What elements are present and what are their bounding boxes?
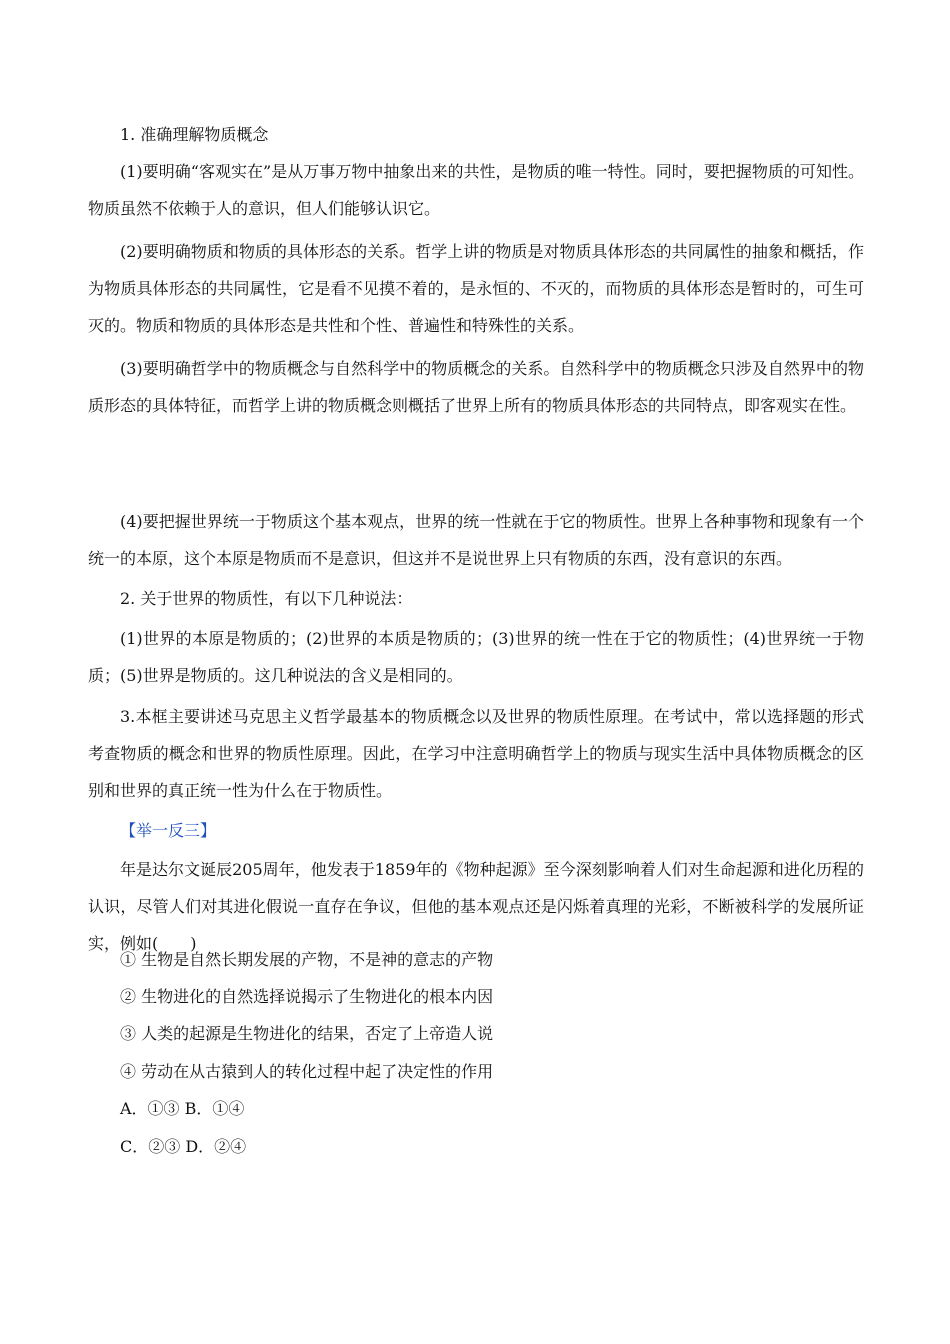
point1-title: 1. 准确理解物质概念 [120,125,269,144]
point1-paragraph-1: (1)要明确“客观实在”是从万事万物中抽象出来的共性，是物质的唯一特性。同时，要把握物质的可知性。物质虽然不依赖于人的意识，但人们能够认识它。 [88,162,864,218]
point1-paragraph-2: (2)要明确物质和物质的具体形态的关系。哲学上讲的物质是对物质具体形态的共同属性的抽象和概括，作为物质具体形态的共同属性，它是看不见摸不着的，是永恒的、不灭的，而物质的具体形态是暂时的，可生可灭的。物质和物质的具体形态是共性和个性、普遍性和特殊性的关系。 [88,242,864,335]
point3-paragraph: 3.本框主要讲述马克思主义哲学最基本的物质概念以及世界的物质性原理。在考试中，常以选择题的形式考查物质的概念和世界的物质性原理。因此，在学习中注意明确哲学上的物质与现实生活中具体物质概念的区别和世界的真正统一性为什么在于物质性。 [88,707,864,800]
statement-2: ② 生物进化的自然选择说揭示了生物进化的根本内因 [120,987,494,1006]
point2-title: 2. 关于世界的物质性，有以下几种说法： [120,589,413,608]
statement-4: ④ 劳动在从古猿到人的转化过程中起了决定性的作用 [120,1062,494,1081]
answer-options-row-1: A．①③ B．①④ [120,1099,245,1118]
answer-options-row-2: C．②③ D．②④ [120,1137,247,1156]
question-stem: 年是达尔文诞辰205周年，他发表于1859年的《物种起源》至今深刻影响着人们对生命起源和进化历程的认识，尽管人们对其进化假说一直存在争议，但他的基本观点还是闪烁着真理的光彩，不断被科学的发展所证实，例如( ) [88,860,864,953]
statement-3: ③ 人类的起源是生物进化的结果，否定了上帝造人说 [120,1024,494,1043]
section-heading: 【举一反三】 [120,821,217,840]
point2-paragraph: (1)世界的本原是物质的；(2)世界的本质是物质的；(3)世界的统一性在于它的物质性；(4)世界统一于物质；(5)世界是物质的。这几种说法的含义是相同的。 [88,629,864,685]
point1-paragraph-4: (4)要把握世界统一于物质这个基本观点，世界的统一性就在于它的物质性。世界上各种事物和现象有一个统一的本原，这个本原是物质而不是意识，但这并不是说世界上只有物质的东西，没有意识的东西。 [88,512,864,568]
point1-paragraph-3: (3)要明确哲学中的物质概念与自然科学中的物质概念的关系。自然科学中的物质概念只涉及自然界中的物质形态的具体特征，而哲学上讲的物质概念则概括了世界上所有的物质具体形态的共同特点，即客观实在性。 [88,359,864,415]
statement-1: ① 生物是自然长期发展的产物，不是神的意志的产物 [120,950,494,969]
